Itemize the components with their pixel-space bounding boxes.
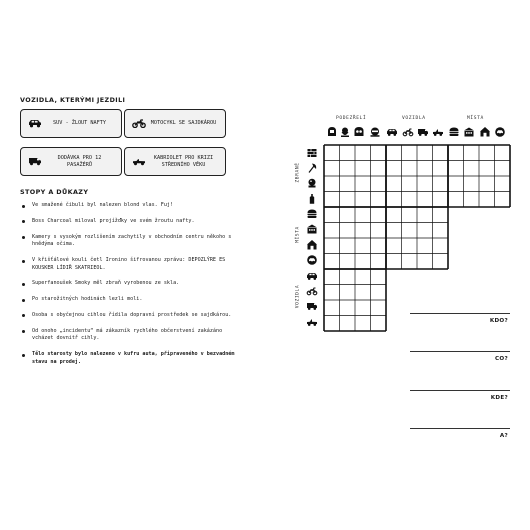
clue-item: Osoba s obyčejnou cihlou řídila dopravní prostředek se sajdkárou. xyxy=(20,312,242,320)
vehicle-card-suv xyxy=(20,109,122,138)
clue-item: Tělo starosty bylo nalezeno v kufru auta, připraveného v bezvadném stavu na prodej. xyxy=(20,351,242,366)
answer-line-who[interactable] xyxy=(410,313,510,314)
clue-item: Kamery s vysokým rozlišením zachytily v obchodním centru někoho s hnědýma očima. xyxy=(20,234,242,249)
clue-item: Superfanoušek Smoky měl zbraň vyrobenou ze skla. xyxy=(20,280,242,288)
van-icon xyxy=(26,157,44,166)
vehicle-card-van xyxy=(20,147,122,176)
vehicle-card-convertible xyxy=(124,147,226,176)
side-group-vehicles: VOZIDLA xyxy=(295,284,301,309)
vehicles-title: VOZIDLA, KTERÝMI JEZDILI xyxy=(20,96,126,104)
side-group-places: MÍSTA xyxy=(295,226,301,243)
convertible-icon xyxy=(130,157,148,166)
clue-item: Ve smažené čibuli byl nalezen blond vlas. Fuj! xyxy=(20,202,242,210)
side-group-weapons: ZBRANĚ xyxy=(295,162,301,183)
motorcycle-icon xyxy=(130,119,148,128)
answer-line-what[interactable] xyxy=(410,351,510,352)
answer-label-and: A? xyxy=(499,433,508,439)
clue-item: Od onoho „incidentu“ má zákazník rychlého občerstvení zakázáno vcházet dovnitř cihly. xyxy=(20,328,242,343)
vehicle-card-motorcycle xyxy=(124,109,226,138)
clue-item: V křišťálové kouli četl Ironino šifrovanou zprávu: DEPOZLÝRE ES KOUSKER LÍDIŘ SKATRIEOL. xyxy=(20,257,242,272)
clue-item: Boss Charcoal miloval projížďky ve svém žroutu nafty. xyxy=(20,218,242,226)
vehicle-label: KABRIOLET PRO KRIZI STŘEDNÍHO VĚKU xyxy=(153,154,214,168)
answer-label-who: KDO? xyxy=(489,318,508,324)
top-group-places: MÍSTA xyxy=(467,116,484,121)
answer-label-what: CO? xyxy=(494,356,508,362)
suv-icon xyxy=(26,119,44,128)
top-group-vehicles: VOZIDLA xyxy=(402,116,426,121)
answer-label-where: KDE? xyxy=(490,395,508,401)
clues-title: STOPY A DŮKAZY xyxy=(20,188,89,196)
answer-line-where[interactable] xyxy=(410,390,510,391)
top-group-suspects: PODEZŘELÍ xyxy=(336,116,367,121)
vehicle-label: SUV - ŽLOUT NAFTY xyxy=(52,120,107,126)
vehicle-label: DODÁVKA PRO 12 PASAŽÉRŮ xyxy=(57,154,102,168)
clue-item: Po starožitných hodinách lezli moli. xyxy=(20,296,242,304)
clue-list xyxy=(20,202,242,374)
answer-line-and[interactable] xyxy=(410,428,510,429)
vehicle-label: MOTOCYKL SE SAJDKÁROU xyxy=(150,120,217,126)
